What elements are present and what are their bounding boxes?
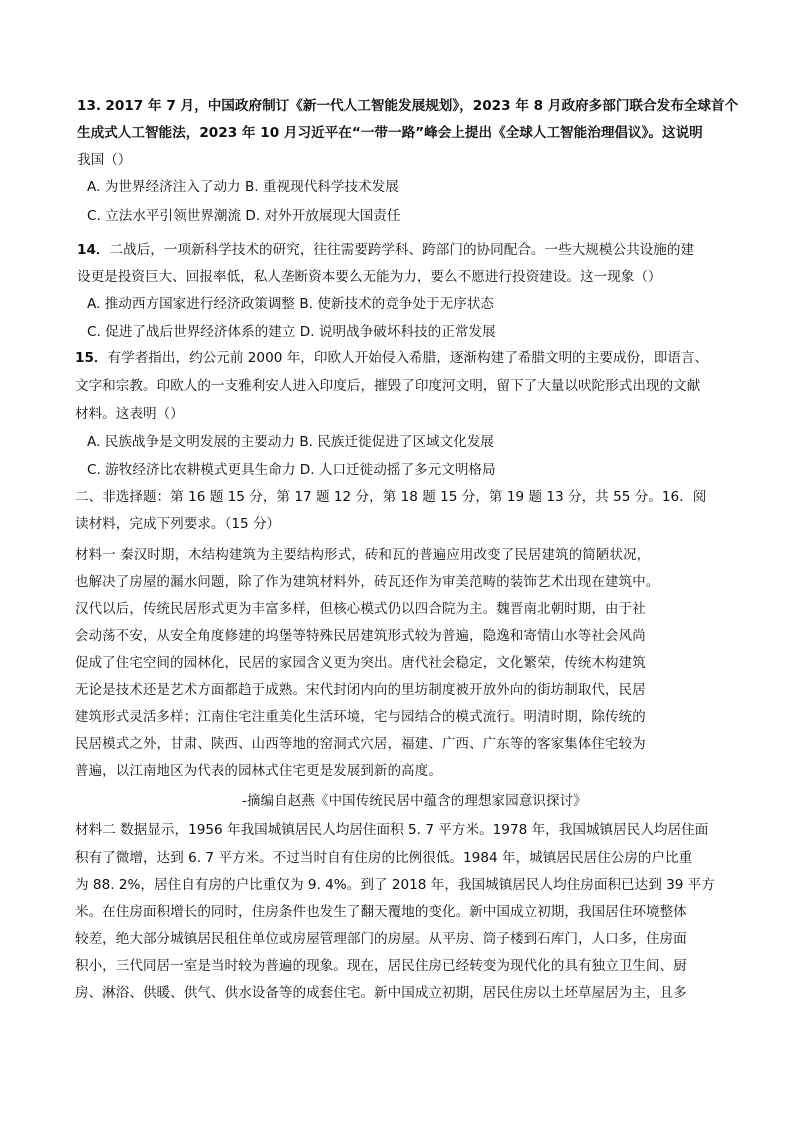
q15-stem-line-2: 文字和宗教。印欧人的一支雅利安人进入印度后，摧毁了印度河文明，留下了大量以吠陀形式出现的文献 (75, 378, 701, 394)
material-1-line-3: 汉代以后，传统民居形式更为丰富多样，但核心模式仍以四合院为主。魏晋南北朝时期，由于社 (75, 602, 646, 617)
q13-option-cd: C. 立法水平引领世界潮流 D. 对外开放展现大国责任 (87, 208, 401, 224)
q13-option-ab: A. 为世界经济注入了动力 B. 重视现代科学技术发展 (87, 179, 399, 195)
material-1-line-1: 材料一 秦汉时期，木结构建筑为主要结构形式，砖和瓦的普遍应用改变了民居建筑的简陋状况， (75, 548, 651, 563)
material-1-line-6: 无论是技术还是艺术方面都趋于成熟。宋代封闭内向的里坊制度被开放外向的街坊制取代，民居 (75, 683, 646, 698)
q13-number: 13. (77, 98, 102, 114)
material-2-line-5: 较差，绝大部分城镇居民租住单位或房屋管理部门的房屋。从平房、筒子楼到石库门，人口多，住房面 (75, 931, 687, 947)
q15-option-ab: A. 民族战争是文明发展的主要动力 B. 民族迁徙促进了区域文化发展 (87, 434, 495, 450)
q15-option-cd: C. 游牧经济比农耕模式更具生命力 D. 人口迁徙动摇了多元文明格局 (87, 462, 496, 478)
q13-stem-line-3: 我国（） (77, 152, 132, 168)
material-1-line-8: 民居模式之外，甘肃、陕西、山西等地的窑洞式穴居，福建、广西、广东等的客家集体住宅较为 (75, 737, 646, 752)
q15-number: 15． (75, 350, 108, 366)
q14-stem-line-1: 14．二战后，一项新科学技术的研究，往往需要跨学科、跨部门的协同配合。一些大规模公共设施的建 (77, 242, 695, 258)
material-1-line-5: 促成了住宅空间的园林化，民居的家园含义更为突出。唐代社会稳定，文化繁荣，传统木构建筑 (75, 656, 646, 671)
q15-stem-line-1: 15．有学者指出，约公元前 2000 年，印欧人开始侵入希腊，逐渐构建了希腊文明的主要成份，即语言、 (75, 350, 709, 366)
material-1-line-4: 会动荡不安，从安全角度修建的坞堡等特殊民居建筑形式较为普遍，隐逸和寄情山水等社会风尚 (75, 629, 646, 644)
material-2-line-2: 积有了微增，达到 6. 7 平方米。不过当时自有住房的比例很低。1984 年，城镇居民居住公房的户比重 (75, 850, 693, 866)
material-2-line-1: 材料二 数据显示，1956 年我国城镇居民人均居住面积 5. 7 平方米。1978 年，我国城镇居民人均居住面 (75, 822, 709, 838)
material-1-line-2: 也解决了房屋的漏水问题，除了作为建筑材料外，砖瓦还作为审美范畴的装饰艺术出现在建筑中。 (75, 575, 660, 590)
q14-number: 14． (77, 242, 110, 258)
material-2-line-4: 米。在住房面积增长的同时，住房条件也发生了翻天覆地的变化。新中国成立初期，我国居住环境整体 (75, 904, 687, 920)
material-1-source: -摘编自赵燕《中国传统民居中蕴含的理想家园意识探讨》 (242, 794, 587, 809)
section-2-heading-line-1: 二、非选择题：第 16 题 15 分，第 17 题 12 分，第 18 题 15 分，第 19 题 13 分，共 55 分。16．阅 (75, 489, 707, 505)
material-2-line-6: 积小，三代同居一室是当时较为普遍的现象。现在，居民住房已经转变为现代化的具有独立卫生间、厨 (75, 958, 687, 974)
q14-option-cd: C. 促进了战后世界经济体系的建立 D. 说明战争破坏科技的正常发展 (87, 324, 496, 340)
q14-stem-line-2: 设更是投资巨大、回报率低，私人垄断资本要么无能为力，要么不愿进行投资建设。这一现象（） (77, 269, 662, 285)
material-1-line-7: 建筑形式灵活多样；江南住宅注重美化生活环境，宅与园结合的模式流行。明清时期，除传统的 (75, 710, 646, 725)
material-2-line-3: 为 88. 2%，居住自有房的户比重仅为 9. 4%。到了 2018 年，我国城镇居民人均住房面积已达到 39 平方 (75, 877, 715, 893)
section-2-heading-line-2: 读材料，完成下列要求。（15 分） (75, 516, 281, 532)
material-2-line-7: 房、淋浴、供暖、供气、供水设备等的成套住宅。新中国成立初期，居民住房以土坯草屋居为主，且多 (75, 985, 687, 1001)
q15-stem-line-3: 材料。这表明（） (75, 406, 184, 422)
q13-stem-line-1: 13. 2017 年 7 月，中国政府制订《新一代人工智能发展规划》，2023 年 8 月政府多部门联合发布全球首个 (77, 98, 739, 114)
q13-stem-line-2: 生成式人工智能法，2023 年 10 月习近平在“一带一路”峰会上提出《全球人工智能治理倡议》。这说明 (77, 125, 703, 141)
q14-option-ab: A. 推动西方国家进行经济政策调整 B. 使新技术的竞争处于无序状态 (87, 296, 495, 312)
material-1-line-9: 普遍，以江南地区为代表的园林式住宅更是发展到新的高度。 (75, 764, 442, 779)
